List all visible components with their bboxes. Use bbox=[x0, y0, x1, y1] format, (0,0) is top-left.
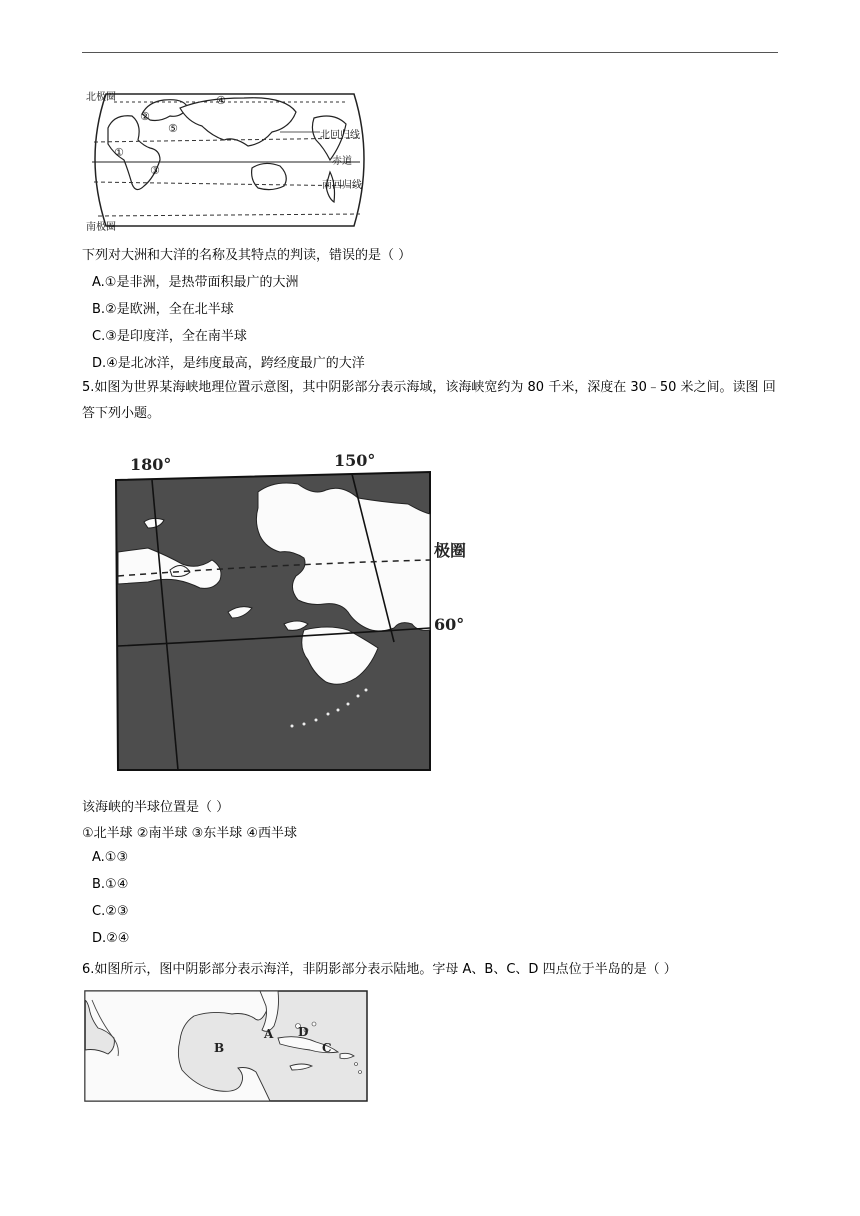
label-polar-circle: 极圈 bbox=[434, 541, 467, 560]
q5-intro: 5.如图为世界某海峡地理位置示意图，其中阴影部分表示海域，该海峡宽约为 80 千米，深度在 30﹣50 米之间。读图 回答下列小题。 bbox=[82, 380, 776, 421]
label-antarctic-circle: 南极圈 bbox=[86, 222, 116, 232]
label-180: 180° bbox=[130, 455, 172, 474]
label-c: C bbox=[322, 1041, 332, 1055]
label-tropic-cancer: 北回归线 bbox=[320, 130, 360, 141]
label-150: 150° bbox=[334, 452, 376, 470]
q4-stem: 下列对大洲和大洋的名称及其特点的判读，错误的是（ ） bbox=[82, 248, 412, 263]
q5-option-c: C.②③ bbox=[92, 904, 129, 919]
label-b: B bbox=[214, 1041, 225, 1055]
label-tropic-capricorn: 南回归线 bbox=[322, 180, 362, 191]
q5-option-a: A.①③ bbox=[92, 850, 129, 865]
q4-option-b: B.②是欧洲，全在北半球 bbox=[92, 302, 234, 317]
marker-1: ① bbox=[114, 146, 124, 159]
q6-stem: 6.如图所示，图中阴影部分表示海洋，非阴影部分表示陆地。字母 A、B、C、D 四点位于半岛的是（ ） bbox=[82, 962, 677, 977]
q4-option-a: A.①是非洲，是热带面积最广的大洲 bbox=[92, 275, 299, 290]
q5-option-b: B.①④ bbox=[92, 877, 129, 892]
label-equator: 赤道 bbox=[332, 156, 352, 167]
strait-map-figure bbox=[108, 452, 488, 776]
label-60: 60° bbox=[434, 615, 465, 634]
label-arctic-circle: 北极圈 bbox=[86, 92, 116, 103]
marker-4: ④ bbox=[216, 94, 226, 107]
q4-option-d: D.④是北冰洋，是纬度最高，跨经度最广的大洋 bbox=[92, 356, 365, 371]
gulf-map-figure bbox=[84, 990, 368, 1102]
marker-2: ② bbox=[140, 110, 150, 123]
q5-sub-question: 该海峡的半球位置是（ ） bbox=[82, 800, 230, 815]
q5-choices: ①北半球 ②南半球 ③东半球 ④西半球 bbox=[82, 826, 298, 841]
label-d: D bbox=[298, 1025, 309, 1039]
world-map-figure bbox=[84, 88, 374, 232]
label-a: A bbox=[264, 1027, 274, 1041]
header-rule bbox=[82, 52, 778, 53]
q4-option-c: C.③是印度洋，全在南半球 bbox=[92, 329, 247, 344]
q5-option-d: D.②④ bbox=[92, 931, 130, 946]
marker-3: ③ bbox=[150, 164, 160, 177]
marker-5: ⑤ bbox=[168, 122, 178, 135]
